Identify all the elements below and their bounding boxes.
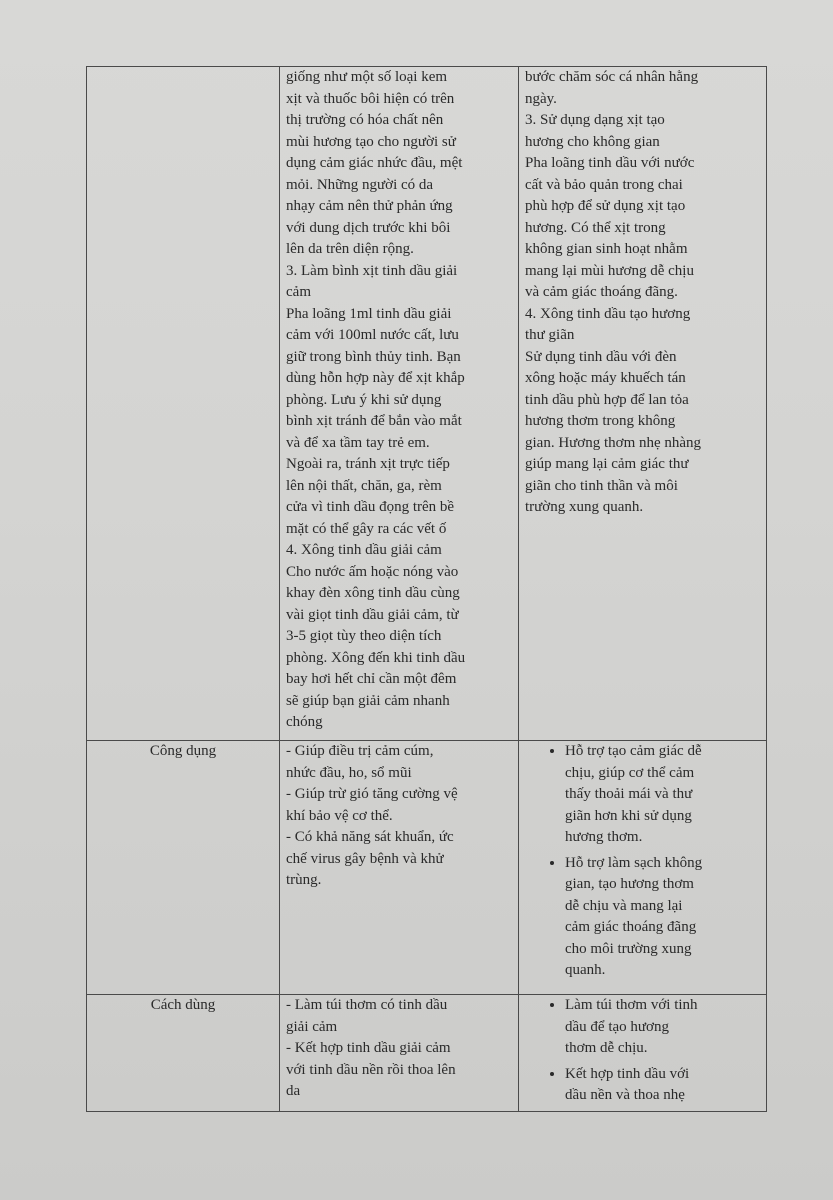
text-line: cửa vì tinh dầu đọng trên bề (286, 499, 455, 515)
list-item (565, 1064, 760, 1107)
table-row (87, 995, 767, 1112)
text-line: phòng. Xông đến khi tinh dầu (286, 649, 466, 666)
text-line: dùng hỗn hợp này để xịt khắp (286, 370, 465, 386)
text-line: • Hỗ trợ tạo cảm giác dễ (565, 743, 702, 759)
text-line: da (286, 1083, 301, 1099)
text-line: giống như một số loại kem (286, 69, 448, 85)
text-line: Sử dụng tinh dầu với đèn (525, 348, 677, 365)
text-line: mang lại mùi hương dễ chịu (525, 262, 694, 279)
text-line: hương thơm. (565, 829, 643, 845)
text-line: • Làm túi thơm với tinh (565, 997, 698, 1013)
bullet-list (525, 741, 760, 982)
text-line: 3. Sử dụng dạng xịt tạo (525, 112, 665, 128)
text-line: bước chăm sóc cá nhân hằng (525, 69, 699, 85)
text-line: giãn hơn khi sử dụng (565, 807, 692, 824)
text-line: và để xa tầm tay trẻ em. (286, 434, 430, 451)
text-line: tinh dầu phù hợp để lan tỏa (525, 391, 689, 408)
text-line: - Kết hợp tinh dầu giải cảm (286, 1040, 451, 1056)
text-line: phòng. Lưu ý khi sử dụng (286, 391, 442, 408)
col2-cell (280, 67, 519, 741)
list-item (565, 995, 760, 1060)
text-line: dụng cảm giác nhức đầu, mệt (286, 155, 463, 171)
text-line: ngày. (525, 90, 557, 107)
text-line: 4. Xông tinh dầu giải cảm (286, 542, 442, 558)
col3-cell (519, 67, 767, 741)
text-line: thư giãn (525, 327, 575, 343)
text-line: với dung dịch trước khi bôi (286, 219, 451, 236)
text-line: nhức đầu, ho, sổ mũi (286, 764, 412, 781)
text-line: thị trường có hóa chất nên (286, 112, 444, 128)
text-line: trùng. (286, 872, 322, 888)
text-line: sẽ giúp bạn giải cảm nhanh (286, 692, 450, 709)
text-line: dễ chịu và mang lại (565, 897, 683, 914)
text-line: và cảm giác thoáng đãng. (525, 284, 678, 300)
text-line: • Hỗ trợ làm sạch không (565, 854, 703, 871)
text-line: Pha loãng 1ml tinh dầu giải (286, 305, 452, 322)
text-line: bay hơi hết chỉ cần một đêm (286, 671, 457, 687)
text-line: giúp mang lại cảm giác thư (525, 456, 689, 472)
text-line: cảm với 100ml nước cất, lưu (286, 327, 459, 343)
text-line: cất và bảo quản trong chai (525, 176, 683, 193)
text-line: mỏi. Những người có da (286, 176, 434, 193)
text-line: cảm (286, 284, 311, 300)
text-line: - Giúp điều trị cảm cúm, (286, 743, 434, 759)
text-line: chịu, giúp cơ thể cảm (565, 764, 695, 781)
text-line: gian. Hương thơm nhẹ nhàng (525, 434, 702, 451)
row-label: Cách dùng (87, 995, 280, 1112)
text-line: mặt có thể gây ra các vết ố (286, 520, 447, 537)
text-line: bình xịt tránh để bắn vào mắt (286, 413, 462, 429)
text-line: vài giọt tinh dầu giải cảm, từ (286, 606, 459, 623)
col2-cell (280, 995, 519, 1112)
list-item (565, 741, 760, 849)
table-row (87, 741, 767, 995)
text-line: xông hoặc máy khuếch tán (525, 370, 686, 386)
text-line: với tinh dầu nền rồi thoa lên (286, 1061, 456, 1078)
text-line: trường xung quanh. (525, 499, 644, 515)
text-line: • Kết hợp tinh dầu với (565, 1065, 690, 1082)
text-line: nhạy cảm nên thử phản ứng (286, 198, 453, 214)
row-label (87, 67, 280, 741)
text-line: khí bảo vệ cơ thể. (286, 807, 393, 824)
text-line: Ngoài ra, tránh xịt trực tiếp (286, 456, 450, 472)
text-line: cho môi trường xung (565, 940, 692, 957)
text-line: 3-5 giọt tùy theo diện tích (286, 628, 442, 644)
text-line: quanh. (565, 962, 606, 978)
text-line: xịt và thuốc bôi hiện có trên (286, 90, 455, 107)
text-line: khay đèn xông tinh dầu cùng (286, 585, 460, 601)
col3-cell (519, 741, 767, 995)
text-line: - Giúp trừ gió tăng cường vệ (286, 786, 458, 802)
text-line: hương. Có thể xịt trong (525, 219, 666, 236)
row-label: Công dụng (87, 741, 280, 995)
text-line: 3. Làm bình xịt tinh dầu giải (286, 262, 458, 279)
text-line: thơm dễ chịu. (565, 1040, 648, 1056)
text-line: phù hợp để sử dụng xịt tạo (525, 198, 686, 214)
text-line: thấy thoải mái và thư (565, 786, 693, 802)
text-line: dầu để tạo hương (565, 1018, 669, 1035)
text-line: giải cảm (286, 1018, 338, 1035)
col3-cell (519, 995, 767, 1112)
text-line: giữ trong bình thủy tinh. Bạn (286, 348, 461, 365)
text-line: lên nội thất, chăn, ga, rèm (286, 477, 442, 494)
text-line: 4. Xông tinh dầu tạo hương (525, 305, 691, 322)
text-line: hương thơm trong không (525, 413, 676, 429)
text-line: không gian sinh hoạt nhằm (525, 241, 688, 257)
text-line: cảm giác thoáng đãng (565, 919, 697, 935)
text-line: - Làm túi thơm có tinh dầu (286, 997, 448, 1013)
col2-cell (280, 741, 519, 995)
text-line: mùi hương tạo cho người sử (286, 133, 456, 150)
text-line: Pha loãng tinh dầu với nước (525, 155, 695, 171)
text-line: chóng (286, 714, 323, 730)
list-item (565, 853, 760, 982)
text-line: lên da trên diện rộng. (286, 241, 414, 257)
text-line: gian, tạo hương thơm (565, 876, 694, 892)
bullet-list (525, 995, 760, 1107)
text-line: hương cho không gian (525, 133, 660, 150)
text-line: chế virus gây bệnh và khử (286, 850, 444, 867)
text-line: giãn cho tinh thần và môi (525, 477, 678, 494)
text-line: - Có khả năng sát khuẩn, ức (286, 829, 454, 845)
table-row (87, 67, 767, 741)
text-line: Cho nước ấm hoặc nóng vào (286, 563, 459, 580)
comparison-table (86, 66, 767, 1112)
text-line: dầu nền và thoa nhẹ (565, 1087, 685, 1103)
